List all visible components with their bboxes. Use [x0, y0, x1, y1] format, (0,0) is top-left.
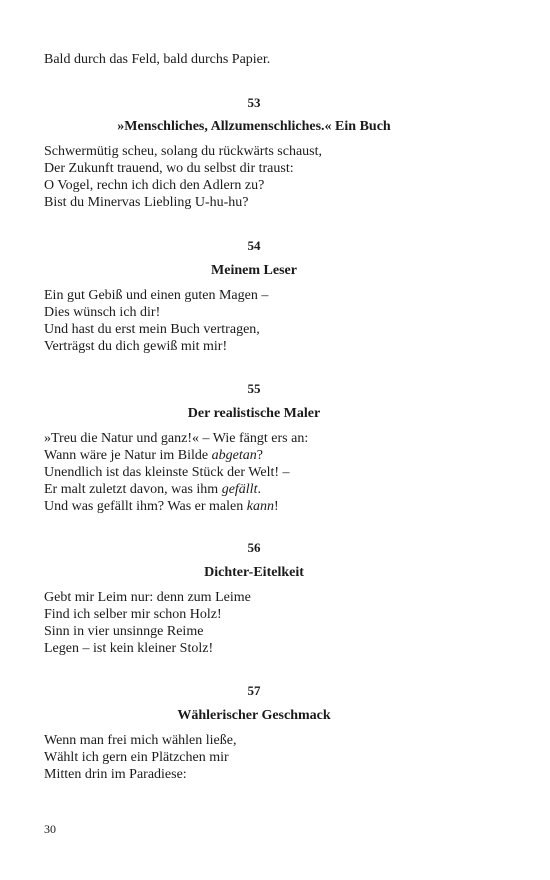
poem-title: Der realistische Maler	[187, 406, 321, 421]
poem-line: Wählt ich gern ein Plätzchen mir	[44, 750, 229, 765]
poem-55	[44, 381, 464, 515]
line-text: .	[257, 482, 261, 497]
poem-number: 57	[247, 683, 261, 698]
poem-lines	[44, 287, 464, 355]
poem-line	[44, 481, 464, 498]
poem-line: Bist du Minervas Liebling U-hu-hu?	[44, 195, 249, 210]
continuation-line: Bald durch das Feld, bald durchs Papier.	[44, 52, 271, 67]
poem-lines	[44, 732, 464, 783]
poem-line: Wenn man frei mich wählen ließe,	[44, 733, 237, 748]
poem-title: Wählerischer Geschmack	[177, 708, 331, 723]
poem-line: Verträgst du dich gewiß mit mir!	[44, 339, 228, 354]
poem-lines	[44, 430, 464, 515]
poem-53	[44, 95, 464, 211]
poem-line: Und hast du erst mein Buch vertragen,	[44, 322, 260, 337]
poem-number: 56	[247, 540, 261, 555]
emphasis-text: kann	[246, 499, 274, 514]
poem-number: 53	[247, 95, 261, 110]
line-text: Er malt zuletzt davon, was ihm	[44, 482, 222, 497]
poem-lines	[44, 589, 464, 657]
poem-line: Sinn in vier unsinnge Reime	[44, 624, 204, 639]
line-text: !	[273, 499, 279, 514]
poem-56	[44, 540, 464, 657]
line-text: ?	[256, 448, 263, 463]
poem-line: O Vogel, rechn ich dich den Adlern zu?	[44, 178, 265, 193]
poem-line: Find ich selber mir schon Holz!	[44, 607, 222, 622]
emphasis-text: gefällt	[221, 482, 258, 497]
poem-title: Meinem Leser	[211, 263, 297, 278]
poem-line: Schwermütig scheu, solang du rückwärts schaust,	[44, 144, 322, 159]
poem-title: Dichter-Eitelkeit	[204, 565, 304, 580]
poem-line: Dies wünsch ich dir!	[44, 305, 161, 320]
poem-line: Legen – ist kein kleiner Stolz!	[44, 641, 214, 656]
book-page	[44, 0, 464, 880]
poem-57	[44, 683, 464, 783]
poem-title: »Menschliches, Allzumenschliches.« Ein Buch	[117, 119, 391, 134]
poem-number: 55	[247, 381, 261, 396]
poem-line: Mitten drin im Paradiese:	[44, 767, 187, 782]
line-text: Wann wäre je Natur im Bilde	[44, 448, 212, 463]
page-number: 30	[44, 822, 56, 836]
poem-line: Ein gut Gebiß und einen guten Magen –	[44, 288, 269, 303]
poem-lines	[44, 143, 464, 211]
poem-line: Gebt mir Leim nur: denn zum Leime	[44, 590, 251, 605]
poem-line: Unendlich ist das kleinste Stück der Welt! –	[44, 465, 290, 480]
poem-line	[44, 447, 464, 464]
line-text: Und was gefällt ihm? Was er malen	[44, 499, 247, 514]
poem-number: 54	[247, 238, 261, 253]
poem-54	[44, 238, 464, 355]
poem-line: Der Zukunft trauend, wo du selbst dir traust:	[44, 161, 294, 176]
poem-line	[44, 498, 464, 515]
emphasis-text: abgetan	[211, 448, 257, 463]
poem-line: »Treu die Natur und ganz!« – Wie fängt ers an:	[44, 431, 309, 446]
